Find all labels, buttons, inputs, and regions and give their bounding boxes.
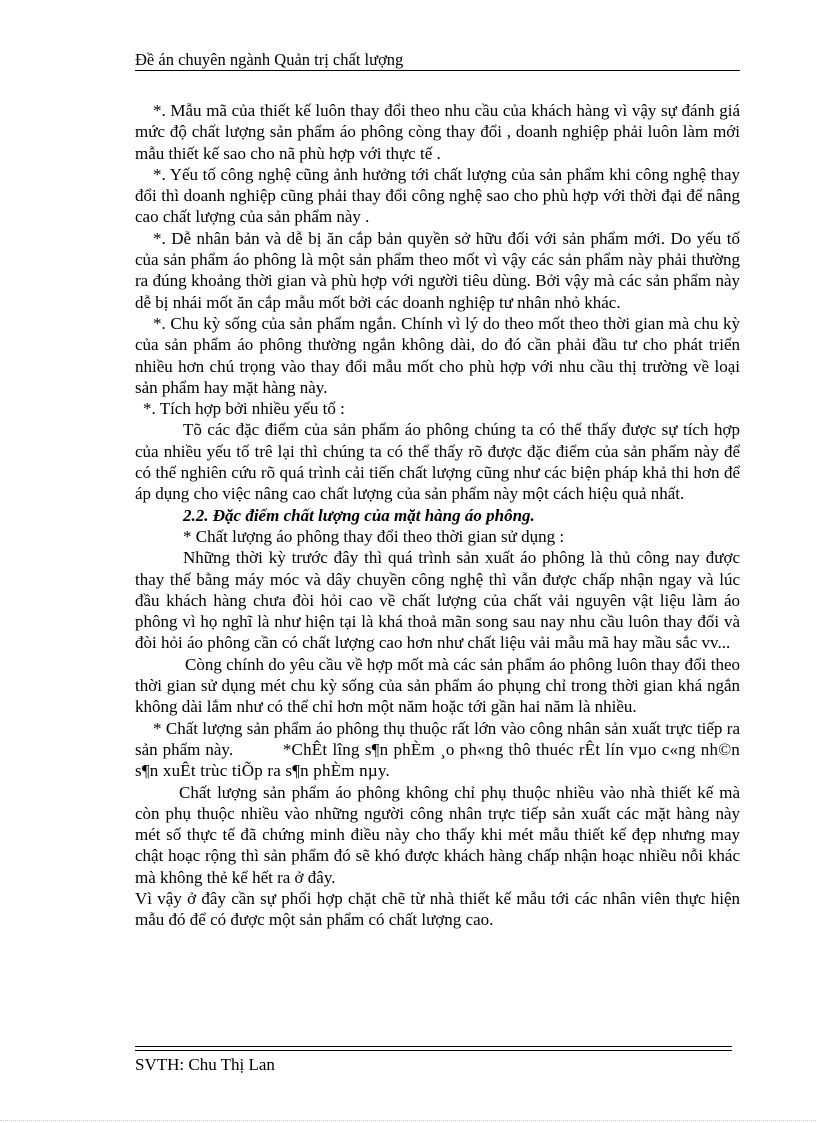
paragraph: Những thời kỳ trước đây thì quá trình sản xuất áo phông là thủ công nay được thay thế bằng máy móc và dây chuyền công nghệ thì vẫn được chấp nhận ngay và lúc đầu khách hàng chưa đòi hỏi cao về chất lượng của chất vải nguyên vật liệu làm áo phông vì họ nghĩ là như hiện tại là khá thoả mãn song sau nay nhu cầu luôn thay đổi và đòi hỏi áo phông cần có chất lượng cao hơn như chất liệu vải mẫu mã hay mầu sắc vv... [135, 548, 740, 653]
paragraph: * Chất lượng áo phông thay đổi theo thời gian sử dụng : [183, 526, 565, 546]
page-edge [0, 1120, 816, 1121]
paragraph: *. Mẫu mã của thiết kế luôn thay đổi theo nhu cầu của khách hàng vì vậy sự đánh giá mức độ chất lượng sản phẩm áo phông còng thay đổi , doanh nghiệp phải luôn làm mới mẫu thiết kế sao cho nã phù hợp với thực tế . [135, 101, 740, 163]
paragraph: *. Dễ nhân bản và dễ bị ăn cắp bản quyền sở hữu đối với sản phẩm mới. Do yếu tố của sản phẩm áo phông là một sản phẩm theo mốt vì vậy các sản phẩm này phải thường ra đúng khoảng thời gian và phù hợp với người tiêu dùng. Bởi vậy mà các sản phẩm này dễ bị nhái mốt ăn cắp mẫu mốt bởi các doanh nghiệp tư nhân nhỏ khác. [135, 228, 740, 312]
document-body [135, 100, 740, 931]
footer-divider [135, 1046, 732, 1047]
garbled-text: *ChÊt lîng s¶n phÈm ¸o ph«ng thô thuéc rÊt lín vµo c«ng nh©n s¶n xuÊt trùc tiÕp ra s¶n phÈm nµy. [135, 739, 741, 781]
paragraph: Tõ các đặc điểm của sản phẩm áo phông chúng ta có thể thấy được sự tích hợp của nhiều yếu tố trê lại thì chúng ta có thể thấy rõ được đặc điểm của sản phẩm này để có thể nghiên cứu rõ quá trình cải tiến chất lượng cũng như các biện pháp khả thi hơn để áp dụng cho việc nâng cao chất lượng của sản phẩm này một cách hiệu quả nhất. [135, 420, 740, 504]
paragraph-text: * Chất lượng sản phẩm áo phông thụ thuộc rất lớn vào công nhân sản xuất trực tiếp ra sản phẩm này. [135, 718, 740, 759]
paragraph: Chất lượng sản phẩm áo phông không chỉ phụ thuộc nhiều vào nhà thiết kế mà còn phụ thuộc nhiều vào những người công nhân trực tiếp sản xuất các mặt hàng này mét số thực tế đã chứng minh điều này cho thấy khi mét mẫu thiết kế đẹp nhưng may chật hoạc rộng thì sản phẩm đó sẽ khó được khách hàng chấp nhận hoạc nhiều nỗi khác mà không thẻ kể hết ra ở đây. [135, 782, 740, 887]
paragraph: *. Tích hợp bởi nhiều yếu tố : [143, 399, 345, 419]
paragraph: Vì vậy ở đây cần sự phối hợp chặt chẽ từ nhà thiết kế mẫu tới các nhân viên thực hiện mẫu đó để có được một sản phẩm có chất lượng cao. [135, 888, 740, 930]
header-divider [135, 70, 740, 71]
page-footer: SVTH: Chu Thị Lan [135, 1055, 275, 1074]
section-heading: 2.2. Đặc điểm chất lượng của mặt hàng áo phông. [183, 505, 535, 525]
paragraph: *. Yếu tố công nghệ cũng ảnh hưởng tới chất lượng của sản phẩm khi công nghệ thay đổi thì doanh nghiệp cũng phải thay đổi công nghệ sao cho phù hợp với thời đại để nâng cao chất lượng của sản phẩm này . [135, 164, 740, 227]
paragraph [135, 718, 740, 782]
footer-divider [135, 1050, 732, 1051]
page-header: Đề án chuyên ngành Quản trị chất lượng [135, 50, 404, 69]
paragraph: *. Chu kỳ sống của sản phẩm ngắn. Chính vì lý do theo mốt theo thời gian mà chu kỳ của sản phẩm áo phông thường ngắn không dài, do đó cần phải đầu tư cho phát triển nhiều hơn chú trọng vào thay đổi mẫu mốt cho phù hợp với nhu cầu thị trường về loại sản phẩm hay mặt hàng này. [135, 313, 740, 397]
paragraph: Còng chính do yêu cầu về hợp mốt mà các sản phẩm áo phông luôn thay đổi theo thời gian sử dụng mét chu kỳ sống của sản phẩm áo phụng chỉ trong thời gian khá ngắn không dài lắm như có thể chỉ hơn một năm hoặc tới gần hai năm là nhiều. [135, 654, 740, 717]
